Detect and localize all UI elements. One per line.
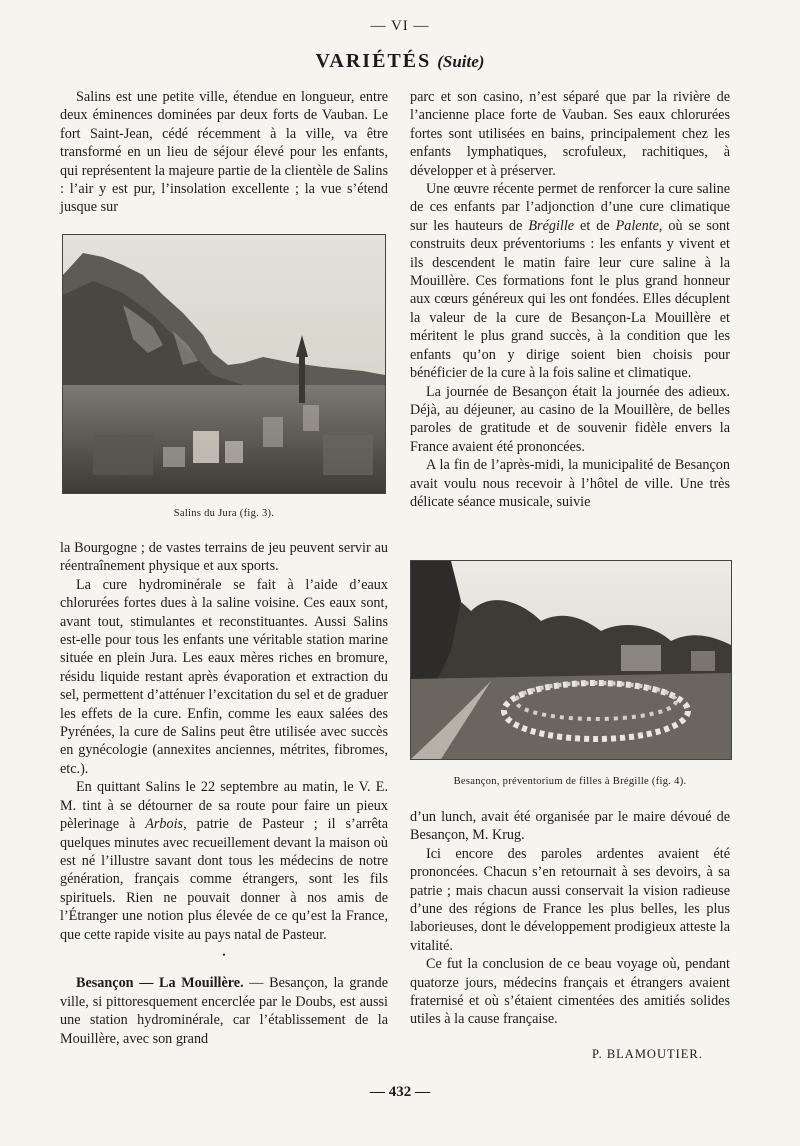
bregille-name: Brégille — [528, 217, 575, 234]
paragraph-besancon — [60, 974, 388, 1048]
paragraph-paroles-ardentes: Ici encore des paroles ardentes avaient été prononcées. Chacun s’en retournait à ses devoirs, à sa patrie ; mais chacun aussi conservait la vision radieuse d’une des régions de France les plus belles, les plus laborieuses, dont le développement prodigieux atteste la vitalité. — [410, 845, 730, 954]
palente-name: Palente — [615, 217, 659, 234]
left-column-upper — [60, 88, 388, 217]
paragraph-bourgogne: la Bourgogne ; de vastes terrains de jeu peuvent servir au réentraînement physique et aux sports. — [60, 540, 388, 575]
page-roman-number: — VI — — [370, 18, 430, 34]
paragraph-cure-hydrominerale: La cure hydrominérale se fait à l’aide d’eaux chlorurées fortes dues à la saline voisine. Ces eaux sont, avant tout, stimulantes et reconstituantes. Aussi Salins est-elle pour tous les enfants une véritable station marine située en plein Jura. Les eaux mères riches en bromure, résidu liquide restant après évaporation et extraction du sel, permettent d’atténuer l’excitation du sel et de graduer les effets de la cure. Enfin, comme les eaux salées des Pyrénées, la cure de Salins peut être utilisée avec succès en gynécologie (annexites anciennes, métrites, fibromes, etc.). — [60, 576, 388, 777]
paragraph-hotel-de-ville: A la fin de l’après-midi, la municipalité de Besançon avait voulu nous recevoir à l’hôtel de ville. Une très délicate séance musicale, suivie — [410, 457, 730, 510]
paragraph-lunch: d’un lunch, avait été organisée par le maire dévoué de Besançon, M. Krug. — [410, 809, 730, 844]
besancon-heading: Besançon — La Mouillère. — [76, 975, 244, 992]
paragraph-journee-adieux: La journée de Besançon était la journée des adieux. Déjà, au déjeuner, au casino de la Mouillère, de belles paroles de gratitude et de souvenir fidèle envers la France avaient été prononcées. — [410, 383, 730, 455]
oeuvre-text-b: et de — [574, 217, 616, 234]
paragraph-arbois — [60, 778, 388, 944]
oeuvre-text-c: , où se sont construits deux préventoriums : les enfants y vivent et ils descendent le matin faire leur cure saline à la Mouillère. Ces formations font le plus grand honneur aux cœurs généreux qui les ont fondées. Elles décuplent la valeur de la cure de Besançon-La Mouillère et méritent le plus grand succès, à la condition que les enfants qu’on y dirige soient bien choisis pour bénéficier de la cure à la fois saline et climatique. — [410, 217, 730, 382]
paragraph-oeuvre-recente — [410, 180, 730, 382]
salins-photo-illustration — [63, 235, 385, 493]
section-title — [0, 50, 800, 73]
arbois-text-a: En quittant Salins le 22 septembre au matin, le V. E. M. tint à se détourner de sa route pour faire un pieux pèlerinage à — [60, 779, 388, 833]
section-separator: • — [222, 949, 226, 960]
section-title-suite: (Suite) — [437, 52, 485, 71]
author-signature: P. BLAMOUTIER. — [592, 1047, 703, 1061]
paragraph-conclusion: Ce fut la conclusion de ce beau voyage où, pendant quatorze jours, médecins français et étrangers avaient fraternisé et où s’étaient cimentées des amitiés solides utiles à la cause française. — [410, 956, 730, 1028]
preventorium-photo-illustration — [411, 561, 731, 759]
paragraph-salins-intro: Salins est une petite ville, étendue en longueur, entre deux éminences dominées par deux forts de Vauban. Le fort Saint-Jean, cédé récemment à la ville, va être transformé en un lieu de séjour élevé pour les enfants, qui représentent la majeure partie de la clientèle de Salins : l’air y est pur, l’insolation excellente ; la vue s’étend jusque sur — [60, 89, 388, 216]
arbois-text-b: , patrie de Pasteur ; il s’arrêta quelques minutes avec recueillement devant la maison où est né l’illustre savant dont tous les médecins de notre génération, français comme étrangers, sont les fils spirituels. Rien ne pouvait donner à nos amis de l’Étranger une notion plus élevée de ce qu’est la France, que cette rapide visite au pays natal de Pasteur. — [60, 816, 388, 943]
page-number: — 432 — — [370, 1084, 430, 1100]
figure-3-caption: Salins du Jura (fig. 3). — [173, 508, 275, 519]
figure-4-caption: Besançon, préventorium de filles à Brégille (fig. 4). — [453, 776, 687, 787]
left-column-lower — [60, 539, 388, 1048]
right-column-lower — [410, 808, 730, 1029]
oeuvre-text-a: Une œuvre récente permet de renforcer la cure saline de ces enfants par l’adjonction d’une cure climatique sur les hauteurs de — [410, 181, 730, 234]
figure-salins-du-jura — [62, 234, 386, 494]
arbois-name: Arbois — [145, 816, 184, 833]
figure-besancon-preventorium — [410, 560, 732, 760]
right-column-upper — [410, 88, 730, 511]
besancon-text: — Besançon, la grande ville, si pittoresquement encerclée par le Doubs, est aussi une station hydrominérale, car l’établissement de la Mouillère, avec son grand — [60, 975, 388, 1047]
section-title-text: VARIÉTÉS — [315, 50, 432, 72]
paragraph-parc-casino: parc et son casino, n’est séparé que par la rivière de l’ancienne place forte de Vauban. Ses eaux chlorurées fortes sont utilisées en bains, principalement chez les enfants lymphatiques, scrofuleux, rachitiques, à développer et à préserver. — [410, 89, 730, 179]
